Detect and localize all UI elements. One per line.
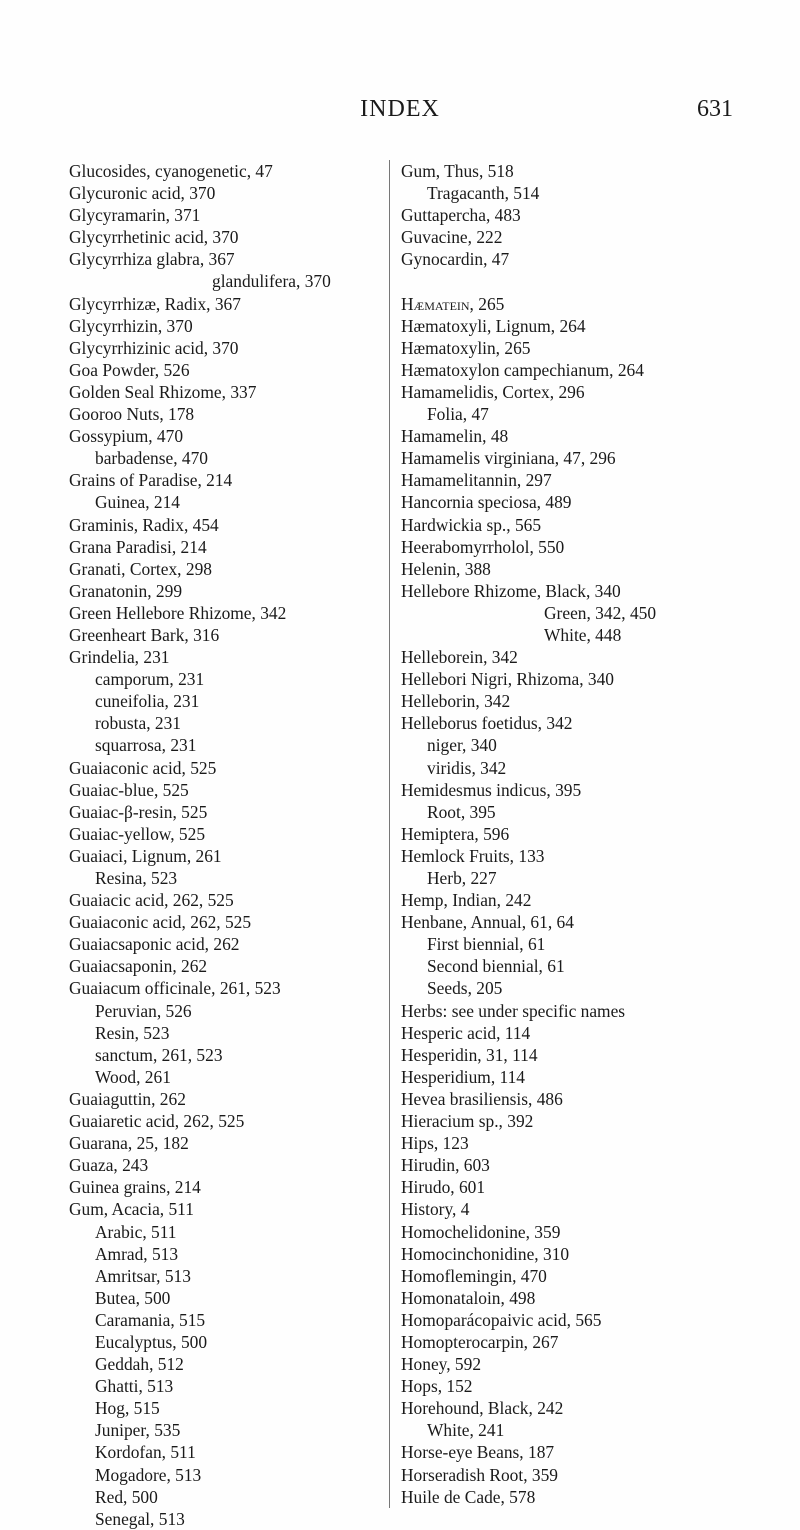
index-entry: Guttapercha, 483 (401, 205, 521, 226)
section-gap (401, 270, 791, 292)
index-entry: Hamamelidis, Cortex, 296 (401, 381, 585, 402)
index-subentry: Arabic, 511 (95, 1221, 177, 1242)
index-subentry: Second biennial, 61 (427, 956, 565, 977)
index-entry: Glycyrrhizin, 370 (69, 315, 193, 336)
index-entry: Guaiaconic acid, 262, 525 (69, 912, 252, 933)
index-column-left (69, 160, 349, 1530)
index-entry: Helleborein, 342 (401, 647, 518, 668)
index-entry: Guaiacic acid, 262, 525 (69, 890, 234, 911)
index-subentry: Caramania, 515 (95, 1309, 206, 1330)
index-entry: Horseradish Root, 359 (401, 1464, 558, 1485)
index-subentry: Red, 500 (95, 1486, 158, 1507)
index-entry: Grains of Paradise, 214 (69, 470, 233, 491)
index-entry: Goa Powder, 526 (69, 359, 190, 380)
index-subentry: White, 241 (427, 1420, 505, 1441)
index-subentry: Butea, 500 (95, 1287, 171, 1308)
index-entry: Glycyrrhiza glabra, 367 (69, 249, 235, 270)
index-entry: Hemlock Fruits, 133 (401, 845, 545, 866)
index-subentry: niger, 340 (427, 735, 497, 756)
index-entry: Hieracium sp., 392 (401, 1111, 534, 1132)
index-entry: Guaiaci, Lignum, 261 (69, 845, 222, 866)
index-subentry: Kordofan, 511 (95, 1442, 196, 1463)
index-entry: Guaiac-yellow, 525 (69, 823, 206, 844)
index-entry: Hesperic acid, 114 (401, 1022, 531, 1043)
index-entry: Hamamelitannin, 297 (401, 470, 552, 491)
index-subentry: First biennial, 61 (427, 934, 546, 955)
index-entry: Gooroo Nuts, 178 (69, 404, 195, 425)
index-entry: Glycyrrhetinic acid, 370 (69, 227, 239, 248)
index-subentry: Green, 342, 450 (544, 602, 657, 623)
index-entry: Helleborus foetidus, 342 (401, 713, 573, 734)
index-entry: Grana Paradisi, 214 (69, 536, 207, 557)
index-entry: Glucosides, cyanogenetic, 47 (69, 161, 273, 181)
index-entry: Hesperidium, 114 (401, 1066, 525, 1087)
index-subentry: Mogadore, 513 (95, 1464, 202, 1485)
index-entry: Hæmatein, 265 (401, 293, 505, 314)
index-entry: Guaiacsaponic acid, 262 (69, 934, 240, 955)
index-entry: Henbane, Annual, 61, 64 (401, 912, 574, 933)
index-subentry: Amrad, 513 (95, 1243, 179, 1264)
index-entry: Guvacine, 222 (401, 227, 503, 248)
index-subentry: Peruvian, 526 (95, 1000, 192, 1021)
index-column-right (389, 160, 791, 1508)
index-entry: Honey, 592 (401, 1354, 482, 1375)
index-subentry: sanctum, 261, 523 (95, 1044, 223, 1065)
index-entry: Horse-eye Beans, 187 (401, 1442, 555, 1463)
index-entry: Hevea brasiliensis, 486 (401, 1088, 563, 1109)
index-entry: Hamamelin, 48 (401, 426, 509, 447)
index-entry: Granati, Cortex, 298 (69, 558, 212, 579)
index-entry: Hardwickia sp., 565 (401, 514, 542, 535)
index-subentry: Geddah, 512 (95, 1354, 184, 1375)
index-subentry: Juniper, 535 (95, 1420, 181, 1441)
index-entry: Hellebori Nigri, Rhizoma, 340 (401, 669, 614, 690)
index-subentry: barbadense, 470 (95, 448, 208, 469)
index-entry: Herbs: see under specific names (401, 1000, 626, 1021)
index-entry: Gynocardin, 47 (401, 249, 510, 270)
index-entry: Guarana, 25, 182 (69, 1133, 189, 1154)
index-entry: Guaza, 243 (69, 1155, 149, 1176)
index-entry: History, 4 (401, 1199, 470, 1220)
index-entry: Huile de Cade, 578 (401, 1486, 536, 1507)
index-entry: Glycuronic acid, 370 (69, 183, 216, 204)
index-entry: Hæmatoxyli, Lignum, 264 (401, 315, 586, 336)
index-entry: Homocinchonidine, 310 (401, 1243, 570, 1264)
index-entry: Guinea grains, 214 (69, 1177, 201, 1198)
index-subentry: cuneifolia, 231 (95, 691, 200, 712)
index-entry: Guaiacsaponin, 262 (69, 956, 208, 977)
index-entry: Homopterocarpin, 267 (401, 1331, 559, 1352)
index-entry: Guaiaguttin, 262 (69, 1088, 186, 1109)
index-entry: Heerabomyrrholol, 550 (401, 536, 565, 557)
index-entry: Glycyrrhizæ, Radix, 367 (69, 293, 241, 314)
index-subentry: Folia, 47 (427, 404, 489, 425)
index-subentry: White, 448 (544, 624, 622, 645)
index-subentry: Seeds, 205 (427, 978, 503, 999)
index-subentry: viridis, 342 (427, 757, 507, 778)
index-entry: Hemp, Indian, 242 (401, 890, 532, 911)
index-entry: Homoflemingin, 470 (401, 1265, 547, 1286)
index-subentry: Wood, 261 (95, 1066, 171, 1087)
index-entry: Guaiac-β-resin, 525 (69, 801, 208, 822)
index-subentry: Herb, 227 (427, 868, 497, 888)
index-entry: Guaiaretic acid, 262, 525 (69, 1111, 245, 1132)
index-entry: Helleborin, 342 (401, 691, 511, 712)
index-subentry: Root, 395 (427, 801, 496, 822)
index-entry: Hips, 123 (401, 1133, 469, 1154)
index-subentry: Tragacanth, 514 (427, 183, 540, 204)
index-subentry: robusta, 231 (95, 713, 181, 734)
page-number: 631 (697, 96, 733, 122)
index-subentry: Eucalyptus, 500 (95, 1331, 208, 1352)
index-subentry: Resin, 523 (95, 1022, 170, 1043)
page-title: INDEX (360, 96, 440, 122)
index-subentry: Guinea, 214 (95, 492, 181, 513)
index-entry: Hirudo, 601 (401, 1177, 486, 1198)
index-entry: Hancornia speciosa, 489 (401, 492, 572, 513)
index-entry: Hesperidin, 31, 114 (401, 1044, 538, 1065)
index-entry: Guaiac-blue, 525 (69, 779, 189, 800)
index-subentry: Resina, 523 (95, 868, 178, 888)
index-subentry: camporum, 231 (95, 669, 205, 690)
index-subentry: Amritsar, 513 (95, 1265, 191, 1286)
index-entry: Hæmatoxylin, 265 (401, 337, 531, 358)
index-entry: Hemidesmus indicus, 395 (401, 779, 582, 800)
index-entry: Guaiacum officinale, 261, 523 (69, 978, 281, 999)
index-subentry: Senegal, 513 (95, 1508, 185, 1529)
index-entry: Hirudin, 603 (401, 1155, 490, 1176)
index-entry: Gum, Thus, 518 (401, 161, 514, 181)
index-entry: Glycyramarin, 371 (69, 205, 201, 226)
index-subentry: squarrosa, 231 (95, 735, 197, 756)
index-entry: Hops, 152 (401, 1376, 473, 1397)
index-entry: Granatonin, 299 (69, 580, 183, 601)
index-entry: Horehound, Black, 242 (401, 1398, 564, 1419)
index-entry: Homonataloin, 498 (401, 1287, 536, 1308)
index-entry: Hæmatoxylon campechianum, 264 (401, 359, 644, 380)
index-entry: Gum, Acacia, 511 (69, 1199, 194, 1220)
index-entry: Golden Seal Rhizome, 337 (69, 381, 257, 402)
index-entry: Green Hellebore Rhizome, 342 (69, 602, 287, 623)
index-entry: Homoparácopaivic acid, 565 (401, 1309, 602, 1330)
index-subentry: Ghatti, 513 (95, 1376, 174, 1397)
index-subentry: Hog, 515 (95, 1398, 160, 1419)
index-subentry: glandulifera, 370 (212, 271, 331, 292)
index-entry: Guaiaconic acid, 525 (69, 757, 217, 778)
index-entry: Hellebore Rhizome, Black, 340 (401, 580, 621, 601)
index-entry: Glycyrrhizinic acid, 370 (69, 337, 239, 358)
index-entry: Hemiptera, 596 (401, 823, 510, 844)
index-entry: Helenin, 388 (401, 558, 491, 579)
index-entry: Graminis, Radix, 454 (69, 514, 219, 535)
index-entry: Gossypium, 470 (69, 426, 184, 447)
index-entry: Hamamelis virginiana, 47, 296 (401, 448, 616, 469)
index-entry: Grindelia, 231 (69, 647, 170, 668)
index-entry: Homochelidonine, 359 (401, 1221, 561, 1242)
index-entry: Greenheart Bark, 316 (69, 624, 220, 645)
